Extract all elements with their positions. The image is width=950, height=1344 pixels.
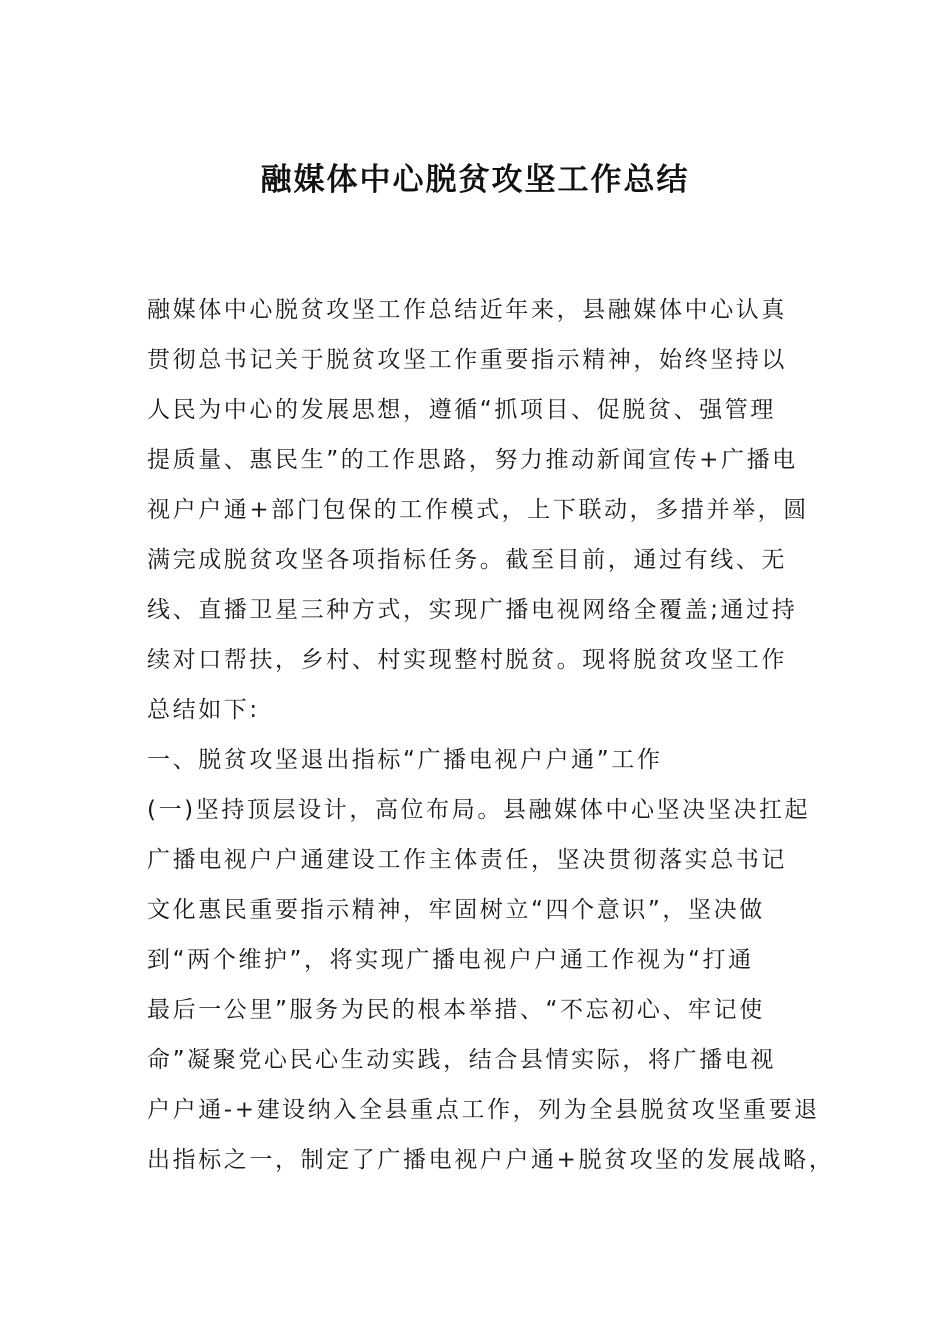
document-body [147,285,835,1185]
body-line: 线、直播卫星三种方式，实现广播电视网络全覆盖;通过持 [147,597,798,623]
body-line: 融媒体中心脱贫攻坚工作总结近年来，县融媒体中心认真 [147,297,787,323]
document-title: 融媒体中心脱贫攻坚工作总结 [260,162,690,198]
body-line: 广播电视户户通建设工作主体责任，坚决贯彻落实总书记 [147,847,787,873]
body-line: 户户通-+建设纳入全县重点工作，列为全县脱贫攻坚重要退 [147,1097,820,1123]
body-line: (一)坚持顶层设计，高位布局。县融媒体中心坚决坚决扛起 [147,797,811,823]
body-line: 命”凝聚党心民心生动实践，结合县情实际，将广播电视 [147,1047,776,1073]
body-line: 最后一公里”服务为民的根本举措、“不忘初心、牢记使 [147,997,765,1023]
body-line: 贯彻总书记关于脱贫攻坚工作重要指示精神，始终坚持以 [147,347,787,373]
body-line: 提质量、惠民生”的工作思路，努力推动新闻宣传+广播电 [147,447,798,473]
body-line: 满完成脱贫攻坚各项指标任务。截至目前，通过有线、无 [147,547,787,573]
section-heading: 一、脱贫攻坚退出指标“广播电视户户通”工作 [147,747,663,773]
body-line: 视户户通+部门包保的工作模式，上下联动，多措并举，圆 [147,497,809,523]
body-line: 人民为中心的发展思想，遵循“抓项目、促脱贫、强管理 [147,397,776,423]
body-line: 到“两个维护”，将实现广播电视户户通工作视为“打通 [147,947,754,973]
body-line: 续对口帮扶，乡村、村实现整村脱贫。现将脱贫攻坚工作 [147,647,787,673]
body-line: 文化惠民重要指示精神，牢固树立“四个意识”，坚决做 [147,897,765,923]
body-line: 总结如下: [147,697,260,723]
body-line: 出指标之一，制定了广播电视户户通+脱贫攻坚的发展战略， [147,1147,835,1173]
